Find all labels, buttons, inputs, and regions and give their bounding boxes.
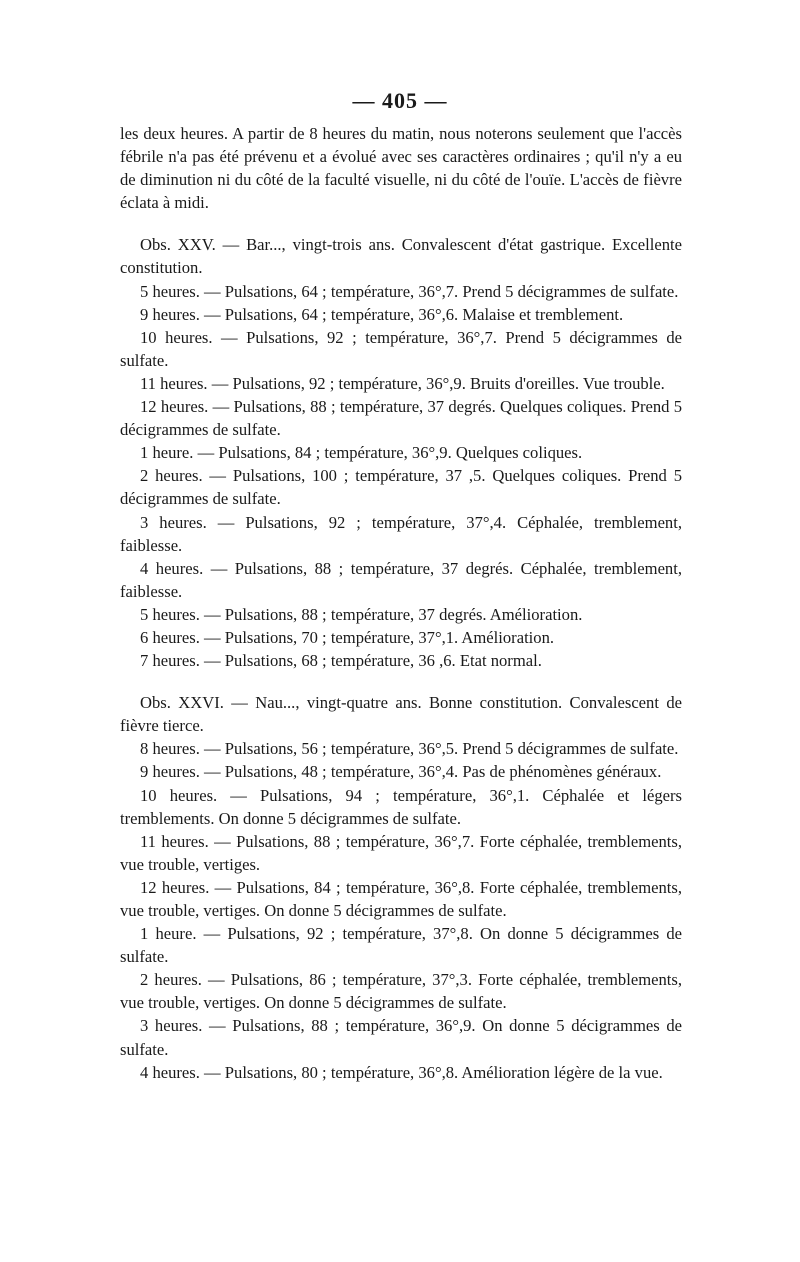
- page-body: [120, 122, 682, 1084]
- observation-entry: 12 heures. — Pulsations, 84 ; température, 36°,8. Forte céphalée, tremblements, vue trouble, vertiges. On donne 5 décigrammes de sulfate.: [120, 877, 682, 920]
- observation-entry: 11 heures. — Pulsations, 88 ; température, 36°,7. Forte céphalée, tremblements, vue trouble, vertiges.: [120, 831, 682, 874]
- observation-entry: 4 heures. — Pulsations, 88 ; température, 37 degrés. Céphalée, tremblement, faiblesse.: [120, 558, 682, 601]
- observation-entry: 5 heures. — Pulsations, 64 ; température, 36°,7. Prend 5 décigrammes de sulfate.: [140, 281, 679, 301]
- observation-heading-xxv: Obs. XXV. — Bar..., vingt-trois ans. Convalescent d'état gastrique. Excellente constitution.: [120, 235, 682, 278]
- observation-entry: 10 heures. — Pulsations, 94 ; température, 36°,1. Céphalée et légers tremblements. On donne 5 décigrammes de sulfate.: [120, 785, 682, 828]
- observation-heading-xxvi: Obs. XXVI. — Nau..., vingt-quatre ans. Bonne constitution. Convalescent de fièvre tierce.: [120, 693, 682, 736]
- observation-entry: 1 heure. — Pulsations, 84 ; température, 36°,9. Quelques coliques.: [140, 443, 583, 463]
- observation-entry: 2 heures. — Pulsations, 100 ; température, 37 ,5. Quelques coliques. Prend 5 décigrammes de sulfate.: [120, 466, 682, 509]
- observation-entry: 12 heures. — Pulsations, 88 ; température, 37 degrés. Quelques coliques. Prend 5 décigrammes de sulfate.: [120, 397, 682, 440]
- observation-entry: 6 heures. — Pulsations, 70 ; température, 37°,1. Amélioration.: [140, 627, 555, 647]
- observation-entry: 9 heures. — Pulsations, 48 ; température, 36°,4. Pas de phénomènes généraux.: [140, 762, 662, 782]
- observation-entry: 1 heure. — Pulsations, 92 ; température, 37°,8. On donne 5 décigrammes de sulfate.: [120, 924, 682, 967]
- observation-entry: 11 heures. — Pulsations, 92 ; température, 36°,9. Bruits d'oreilles. Vue trouble.: [140, 373, 665, 393]
- observation-entry: 10 heures. — Pulsations, 92 ; température, 36°,7. Prend 5 décigrammes de sulfate.: [120, 327, 682, 370]
- page-number: — 405 —: [352, 88, 448, 113]
- observation-entry: 2 heures. — Pulsations, 86 ; température, 37°,3. Forte céphalée, tremblements, vue trouble, vertiges. On donne 5 décigrammes de sulfate.: [120, 970, 682, 1013]
- paragraph-continuation: les deux heures. A partir de 8 heures du matin, nous noterons seulement que l'accès fébrile n'a pas été prévenu et a évolué avec ses caractères ordinaires ; qu'il n'y a eu de diminution ni du côté de la faculté visuelle, ni du côté de l'ouïe. L'accès de fièvre éclata à midi.: [120, 124, 682, 213]
- observation-entry: 7 heures. — Pulsations, 68 ; température, 36 ,6. Etat normal.: [140, 651, 542, 671]
- observation-entry: 3 heures. — Pulsations, 88 ; température, 36°,9. On donne 5 décigrammes de sulfate.: [120, 1016, 682, 1059]
- observation-entry: 9 heures. — Pulsations, 64 ; température, 36°,6. Malaise et tremblement.: [140, 304, 624, 324]
- observation-entry: 4 heures. — Pulsations, 80 ; température, 36°,8. Amélioration légère de la vue.: [140, 1062, 663, 1082]
- observation-entry: 8 heures. — Pulsations, 56 ; température, 36°,5. Prend 5 décigrammes de sulfate.: [140, 739, 679, 759]
- observation-entry: 5 heures. — Pulsations, 88 ; température, 37 degrés. Amélioration.: [140, 604, 583, 624]
- observation-entry: 3 heures. — Pulsations, 92 ; température, 37°,4. Céphalée, tremblement, faiblesse.: [120, 512, 682, 555]
